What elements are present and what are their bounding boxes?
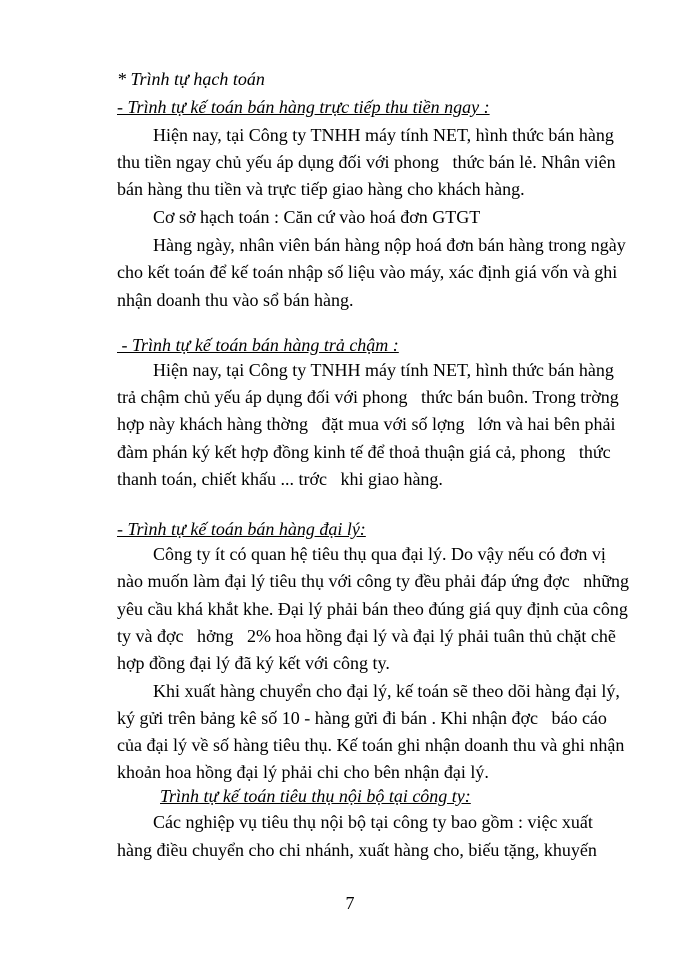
- paragraph-line: hàng điều chuyển cho chi nhánh, xuất hàng cho, biếu tặng, khuyến: [117, 840, 597, 860]
- paragraph-line: hợp đồng đại lý đã ký kết với công ty.: [117, 653, 390, 673]
- paragraph-line: nhận doanh thu vào sổ bán hàng.: [117, 290, 354, 310]
- paragraph-line: của đại lý về số hàng tiêu thụ. Kế toán ghi nhận doanh thu và ghi nhận: [117, 735, 625, 755]
- paragraph-line: khoản hoa hồng đại lý phải chi cho bên nhận đại lý.: [117, 762, 489, 782]
- paragraph-line: Các nghiệp vụ tiêu thụ nội bộ tại công ty bao gồm : việc xuất: [153, 812, 593, 832]
- paragraph-line: Hàng ngày, nhân viên bán hàng nộp hoá đơn bán hàng trong ngày: [153, 235, 626, 255]
- paragraph-line: thanh toán, chiết khấu ... trớc khi giao hàng.: [117, 469, 443, 489]
- subheading-internal-sales: Trình tự kế toán tiêu thụ nội bộ tại công ty:: [160, 786, 471, 806]
- subheading-deferred-sales: - Trình tự kế toán bán hàng trả chậm :: [117, 335, 399, 355]
- paragraph-line: nào muốn làm đại lý tiêu thụ với công ty đều phải đáp ứng đợc những: [117, 571, 629, 591]
- paragraph-line: trả chậm chủ yếu áp dụng đối với phong thức bán buôn. Trong trờng: [117, 387, 619, 407]
- paragraph-line: Cơ sở hạch toán : Căn cứ vào hoá đơn GTGT: [153, 207, 481, 227]
- paragraph-line: Công ty ít có quan hệ tiêu thụ qua đại lý. Do vậy nếu có đơn vị: [153, 544, 606, 564]
- paragraph-line: Hiện nay, tại Công ty TNHH máy tính NET, hình thức bán hàng: [153, 360, 614, 380]
- paragraph-line: ty và đợc hởng 2% hoa hồng đại lý và đại lý phải tuân thủ chặt chẽ: [117, 626, 616, 646]
- subheading-cash-sales: - Trình tự kế toán bán hàng trực tiếp thu tiền ngay :: [117, 97, 490, 117]
- section-heading: * Trình tự hạch toán: [117, 69, 265, 89]
- subheading-agency-sales: - Trình tự kế toán bán hàng đại lý:: [117, 519, 366, 539]
- paragraph-line: hợp này khách hàng thờng đặt mua với số lợng lớn và hai bên phải: [117, 414, 616, 434]
- paragraph-line: đàm phán ký kết hợp đồng kinh tế để thoả thuận giá cả, phong thức: [117, 442, 611, 462]
- paragraph-line: Khi xuất hàng chuyển cho đại lý, kế toán sẽ theo dõi hàng đại lý,: [153, 681, 620, 701]
- paragraph-line: Hiện nay, tại Công ty TNHH máy tính NET, hình thức bán hàng: [153, 125, 614, 145]
- paragraph-line: ký gửi trên bảng kê số 10 - hàng gửi đi bán . Khi nhận đợc báo cáo: [117, 708, 607, 728]
- paragraph-line: thu tiền ngay chủ yếu áp dụng đối với phong thức bán lẻ. Nhân viên: [117, 152, 616, 172]
- paragraph-line: bán hàng thu tiền và trực tiếp giao hàng cho khách hàng.: [117, 179, 525, 199]
- paragraph-line: yêu cầu khá khắt khe. Đại lý phải bán theo đúng giá quy định của công: [117, 599, 628, 619]
- page-number: 7: [345, 893, 355, 913]
- paragraph-line: cho kết toán để kế toán nhập số liệu vào máy, xác định giá vốn và ghi: [117, 262, 618, 282]
